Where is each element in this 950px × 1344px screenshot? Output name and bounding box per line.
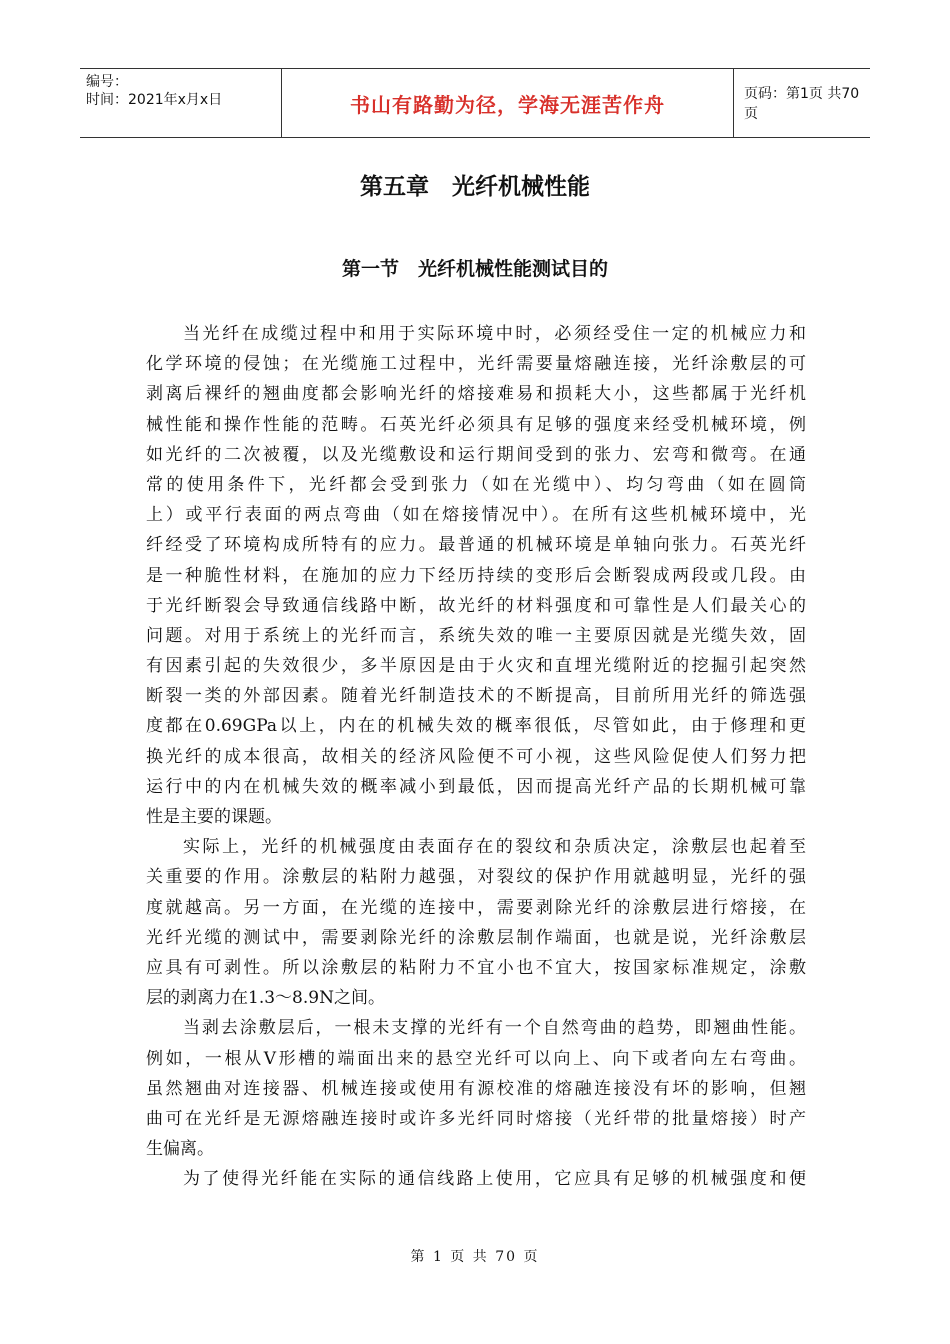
body-line: 生偏离。	[146, 1139, 214, 1160]
header-info-cell	[80, 69, 282, 137]
body-line: 为了使得光纤能在实际的通信线路上使用，它应具有足够的机械强度和便	[183, 1169, 806, 1190]
page-header	[80, 68, 870, 138]
header-motto-cell	[282, 69, 734, 137]
body-line: 光纤光缆的测试中，需要剥除光纤的涂敷层制作端面，也就是说，光纤涂敷层	[146, 927, 806, 948]
body-line: 问题。对用于系统上的光纤而言，系统失效的唯一主要原因就是光缆失效，固	[146, 625, 806, 646]
body-line: 层的剥离力在1.3～8.9N之间。	[146, 988, 385, 1009]
body-line: 实际上，光纤的机械强度由表面存在的裂纹和杂质决定，涂敷层也起着至	[183, 837, 806, 858]
document-number-label: 编号：	[86, 74, 128, 90]
body-line: 是一种脆性材料，在施加的应力下经历持续的变形后会断裂成两段或几段。由	[146, 565, 806, 586]
body-line: 度都在0.69GPa以上，内在的机械失效的概率很低，尽管如此，由于修理和更	[146, 716, 806, 737]
document-time-label: 时间：2021年x月x日	[86, 92, 223, 108]
header-page-label: 页码：第1页 共70页	[744, 86, 860, 122]
body-line: 常的使用条件下，光纤都会受到张力（如在光缆中）、均匀弯曲（如在圆筒	[146, 474, 806, 495]
body-line: 应具有可剥性。所以涂敷层的粘附力不宜小也不宜大，按国家标准规定，涂敷	[146, 957, 806, 978]
header-page-cell	[734, 69, 870, 137]
body-line: 性是主要的课题。	[146, 807, 282, 827]
header-motto: 书山有路勤为径，学海无涯苦作舟	[350, 92, 665, 117]
body-line: 断裂一类的外部因素。随着光纤制造技术的不断提高，目前所用光纤的筛选强	[146, 686, 806, 707]
section-title: 第一节 光纤机械性能测试目的	[341, 258, 608, 280]
body-line: 运行中的内在机械失效的概率减小到最低，因而提高光纤产品的长期机械可靠	[146, 776, 806, 797]
body-line: 当光纤在成缆过程中和用于实际环境中时，必须经受住一定的机械应力和	[183, 324, 806, 344]
body-line: 械性能和操作性能的范畴。石英光纤必须具有足够的强度来经受机械环境，例	[146, 414, 806, 435]
chapter-title: 第五章 光纤机械性能	[360, 174, 590, 200]
page-footer: 第 1 页 共 70 页	[410, 1249, 540, 1265]
body-line: 纤经受了环境构成所特有的应力。最普通的机械环境是单轴向张力。石英光纤	[146, 535, 806, 556]
body-line: 度就越高。另一方面，在光缆的连接中，需要剥除光纤的涂敷层进行熔接，在	[146, 897, 806, 918]
body-line: 当剥去涂敷层后，一根未支撑的光纤有一个自然弯曲的趋势，即翘曲性能。	[183, 1018, 806, 1039]
body-line: 如光纤的二次被覆，以及光缆敷设和运行期间受到的张力、宏弯和微弯。在通	[146, 444, 806, 465]
body-line: 有因素引起的失效很少，多半原因是由于火灾和直埋光缆附近的挖掘引起突然	[146, 656, 806, 677]
body-line: 关重要的作用。涂敷层的粘附力越强，对裂纹的保护作用就越明显，光纤的强	[146, 867, 806, 888]
body-line: 剥离后裸纤的翘曲度都会影响光纤的熔接难易和损耗大小，这些都属于光纤机	[146, 384, 806, 405]
body-line: 虽然翘曲对连接器、机械连接或使用有源校准的熔融连接没有坏的影响，但翘	[146, 1078, 806, 1099]
body-line: 曲可在光纤是无源熔融连接时或许多光纤同时熔接（光纤带的批量熔接）时产	[146, 1108, 806, 1129]
body-line: 换光纤的成本很高，故相关的经济风险便不可小视，这些风险促使人们努力把	[146, 746, 806, 767]
body-line: 例如，一根从V形槽的端面出来的悬空光纤可以向上、向下或者向左右弯曲。	[146, 1048, 806, 1069]
body-line: 于光纤断裂会导致通信线路中断，故光纤的材料强度和可靠性是人们最关心的	[146, 595, 806, 616]
body-line: 化学环境的侵蚀；在光缆施工过程中，光纤需要量熔融连接，光纤涂敷层的可	[146, 354, 806, 375]
body-text	[146, 319, 806, 1194]
body-line: 上）或平行表面的两点弯曲（如在熔接情况中）。在所有这些机械环境中，光	[146, 505, 806, 526]
